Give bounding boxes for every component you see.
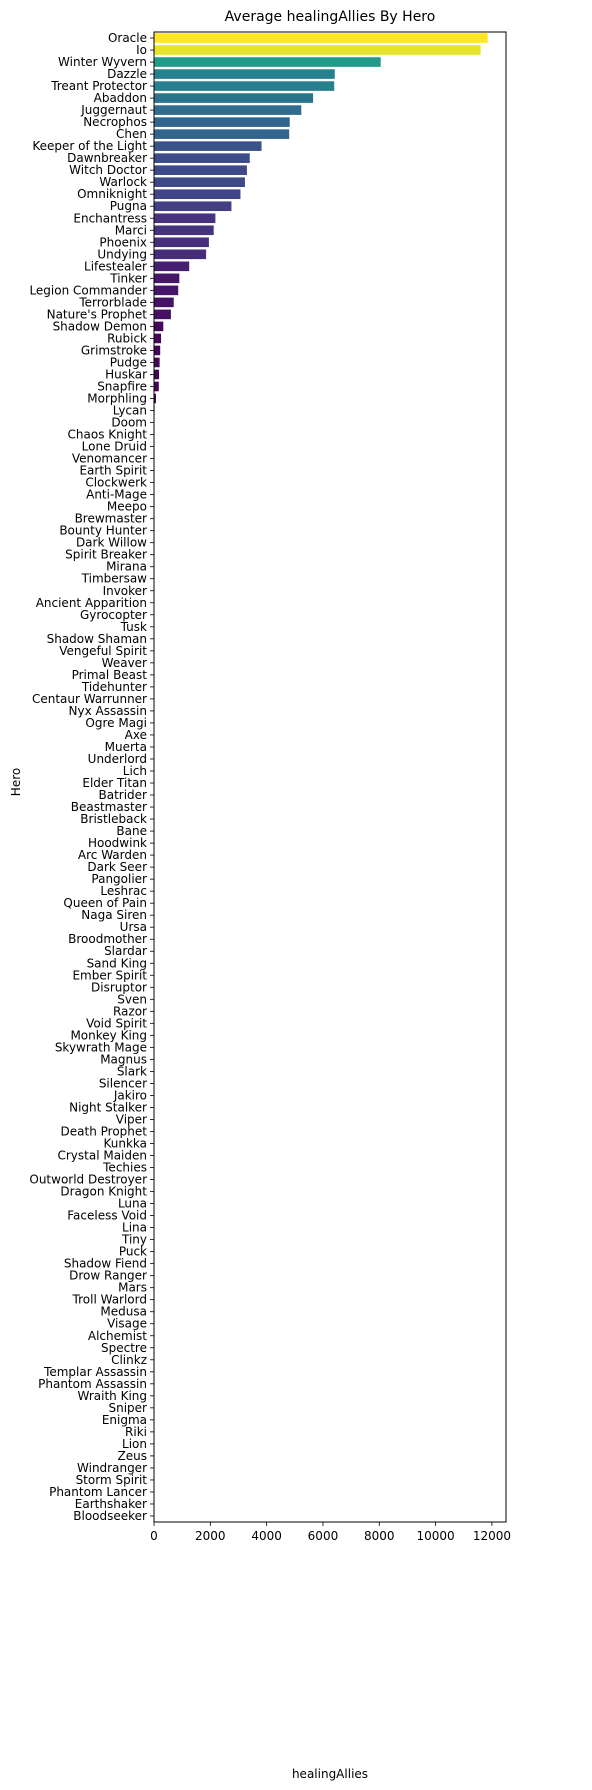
category-label: Ancient Apparition xyxy=(35,595,147,610)
x-tick-label: 4000 xyxy=(251,1529,282,1543)
category-label: Shadow Demon xyxy=(52,319,147,334)
category-label: Medusa xyxy=(100,1304,147,1319)
category-label: Lich xyxy=(122,763,147,778)
category-label: Techies xyxy=(103,1160,147,1175)
category-label: Tiny xyxy=(121,1232,147,1247)
category-label: Lycan xyxy=(112,403,147,418)
category-label: Dazzle xyxy=(107,67,147,82)
category-label: Windranger xyxy=(77,1460,147,1475)
category-label: Centaur Warrunner xyxy=(31,691,147,706)
category-label: Spectre xyxy=(101,1340,147,1355)
bar xyxy=(154,69,335,79)
category-label: Axe xyxy=(124,727,147,742)
category-label: Timbersaw xyxy=(81,571,147,586)
category-label: Warlock xyxy=(99,175,147,190)
bar xyxy=(154,334,161,344)
category-label: Earth Spirit xyxy=(79,463,147,478)
category-label: Batrider xyxy=(98,788,147,803)
category-label: Elder Titan xyxy=(82,776,147,791)
category-label: Legion Commander xyxy=(29,283,147,298)
category-label: Weaver xyxy=(101,655,147,670)
category-label: Muerta xyxy=(104,739,147,754)
bar xyxy=(154,153,250,163)
category-label: Ember Spirit xyxy=(72,968,147,983)
category-label: Naga Siren xyxy=(81,908,147,923)
category-label: Snapfire xyxy=(97,379,147,394)
category-label: Riki xyxy=(125,1424,147,1439)
category-label: Keeper of the Light xyxy=(32,139,147,154)
category-label: Puck xyxy=(118,1244,147,1259)
category-label: Razor xyxy=(112,1004,147,1019)
bar xyxy=(154,370,159,380)
bar xyxy=(154,225,214,235)
category-label: Meepo xyxy=(106,499,147,514)
category-label: Phoenix xyxy=(99,235,147,250)
bar xyxy=(154,93,313,103)
category-label: Brewmaster xyxy=(74,511,147,526)
category-label: Earthshaker xyxy=(74,1496,147,1511)
category-label: Chaos Knight xyxy=(67,427,147,442)
bar xyxy=(154,129,289,139)
category-label: Vengeful Spirit xyxy=(59,643,147,658)
category-label: Lifestealer xyxy=(84,259,147,274)
category-label: Faceless Void xyxy=(67,1208,147,1223)
category-label: Lina xyxy=(122,1220,147,1235)
x-tick-label: 6000 xyxy=(307,1529,339,1543)
category-label: Huskar xyxy=(105,367,147,382)
category-label: Dark Seer xyxy=(87,860,147,875)
category-label: Tidehunter xyxy=(81,679,147,694)
category-label: Phantom Assassin xyxy=(38,1376,147,1391)
category-label: Morphling xyxy=(87,391,147,406)
bar xyxy=(154,274,179,284)
category-label: Queen of Pain xyxy=(63,896,147,911)
category-label: Alchemist xyxy=(87,1328,147,1343)
category-label: Invoker xyxy=(102,583,147,598)
category-label: Troll Warlord xyxy=(72,1292,147,1307)
bar xyxy=(154,213,215,223)
category-label: Rubick xyxy=(107,331,147,346)
category-label: Enigma xyxy=(101,1412,147,1427)
category-label: Clockwerk xyxy=(85,475,147,490)
bar xyxy=(154,310,171,320)
category-label: Juggernaut xyxy=(81,103,147,118)
category-label: Skywrath Mage xyxy=(54,1040,147,1055)
bar xyxy=(154,322,163,332)
bar xyxy=(154,117,290,127)
category-label: Crystal Maiden xyxy=(57,1148,147,1163)
category-label: Phantom Lancer xyxy=(49,1484,147,1499)
bars-group xyxy=(154,33,488,1521)
category-label: Doom xyxy=(111,415,147,430)
category-label: Clinkz xyxy=(111,1352,147,1367)
category-label: Spirit Breaker xyxy=(65,547,147,562)
bar xyxy=(154,358,160,368)
category-label: Death Prophet xyxy=(60,1124,147,1139)
y-axis-label: Hero xyxy=(9,767,23,797)
x-tick-label: 0 xyxy=(150,1529,158,1543)
category-label: Drow Ranger xyxy=(69,1268,147,1283)
category-label: Jakiro xyxy=(113,1088,147,1103)
category-label: Bristleback xyxy=(80,812,147,827)
category-label: Treant Protector xyxy=(51,79,147,94)
category-label: Shadow Fiend xyxy=(63,1256,147,1271)
category-label: Wraith King xyxy=(77,1388,147,1403)
chart-title: Average healingAllies By Hero xyxy=(224,9,436,25)
category-label: Terrorblade xyxy=(79,295,147,310)
category-label: Monkey King xyxy=(70,1028,147,1043)
category-label: Io xyxy=(136,43,147,58)
category-label: Dragon Knight xyxy=(60,1184,147,1199)
category-label: Anti-Mage xyxy=(86,487,147,502)
category-label: Visage xyxy=(107,1316,147,1331)
x-tick-label: 8000 xyxy=(364,1529,395,1543)
category-label: Lion xyxy=(122,1436,147,1451)
category-label: Kunkka xyxy=(103,1136,147,1151)
category-label: Dark Willow xyxy=(75,535,147,550)
bar xyxy=(154,262,189,272)
category-label: Outworld Destroyer xyxy=(29,1172,147,1187)
category-label: Pangolier xyxy=(91,872,147,887)
category-label: Marci xyxy=(114,223,147,238)
category-label: Silencer xyxy=(98,1076,147,1091)
category-label: Night Stalker xyxy=(69,1100,147,1115)
category-label: Bounty Hunter xyxy=(59,523,147,538)
category-label: Grimstroke xyxy=(80,343,147,358)
category-label: Sand King xyxy=(86,956,147,971)
category-label: Viper xyxy=(115,1112,147,1127)
category-label: Void Spirit xyxy=(86,1016,147,1031)
category-label: Oracle xyxy=(107,31,147,46)
bar xyxy=(154,105,301,115)
category-label: Pugna xyxy=(109,199,147,214)
category-label: Omniknight xyxy=(77,187,147,202)
category-label: Beastmaster xyxy=(70,800,147,815)
category-label: Templar Assassin xyxy=(44,1364,147,1379)
bar xyxy=(154,249,206,259)
x-tick-label: 10000 xyxy=(416,1529,455,1543)
category-label: Nyx Assassin xyxy=(68,703,147,718)
x-axis-ticks xyxy=(150,1522,511,1543)
bar xyxy=(154,141,262,151)
category-label: Tinker xyxy=(110,271,147,286)
category-label: Winter Wyvern xyxy=(58,55,147,70)
bar xyxy=(154,382,159,392)
bar xyxy=(154,33,488,43)
category-label: Zeus xyxy=(117,1448,147,1463)
category-label: Shadow Shaman xyxy=(46,631,147,646)
x-tick-label: 2000 xyxy=(195,1529,226,1543)
category-label: Primal Beast xyxy=(71,667,147,682)
category-label: Gyrocopter xyxy=(80,607,147,622)
category-labels xyxy=(29,31,154,1523)
category-label: Sniper xyxy=(108,1400,147,1415)
category-label: Broodmother xyxy=(68,932,147,947)
category-label: Lone Druid xyxy=(81,439,147,454)
bar xyxy=(154,189,240,199)
category-label: Bane xyxy=(116,824,147,839)
category-label: Mars xyxy=(118,1280,147,1295)
bar xyxy=(154,286,178,296)
bar xyxy=(154,57,381,67)
x-axis-label: healingAllies xyxy=(291,1767,369,1781)
bar xyxy=(154,165,247,175)
plot-frame xyxy=(154,32,506,1522)
category-label: Tusk xyxy=(120,619,147,634)
category-label: Leshrac xyxy=(100,884,147,899)
category-label: Enchantress xyxy=(73,211,147,226)
category-label: Ursa xyxy=(119,920,147,935)
bar xyxy=(154,298,174,308)
bar xyxy=(154,201,231,211)
category-label: Sven xyxy=(117,992,147,1007)
category-label: Hoodwink xyxy=(87,836,147,851)
bar xyxy=(154,81,334,91)
category-label: Bloodseeker xyxy=(73,1508,147,1523)
category-label: Abaddon xyxy=(93,91,147,106)
category-label: Disruptor xyxy=(91,980,147,995)
category-label: Pudge xyxy=(109,355,147,370)
category-label: Necrophos xyxy=(83,115,147,130)
category-label: Ogre Magi xyxy=(85,715,147,730)
category-label: Slark xyxy=(116,1064,147,1079)
category-label: Undying xyxy=(97,247,147,262)
category-label: Storm Spirit xyxy=(75,1472,147,1487)
category-label: Slardar xyxy=(104,944,147,959)
category-label: Witch Doctor xyxy=(69,163,147,178)
bar xyxy=(154,346,160,356)
category-label: Magnus xyxy=(100,1052,147,1067)
category-label: Nature's Prophet xyxy=(46,307,147,322)
bar xyxy=(154,237,209,247)
category-label: Dawnbreaker xyxy=(67,151,147,166)
category-label: Chen xyxy=(116,127,147,142)
category-label: Luna xyxy=(117,1196,147,1211)
category-label: Underlord xyxy=(87,751,147,766)
x-tick-label: 12000 xyxy=(472,1529,512,1543)
bar xyxy=(154,177,245,187)
bar xyxy=(154,45,481,55)
category-label: Venomancer xyxy=(71,451,147,466)
category-label: Arc Warden xyxy=(77,848,147,863)
category-label: Mirana xyxy=(106,559,147,574)
